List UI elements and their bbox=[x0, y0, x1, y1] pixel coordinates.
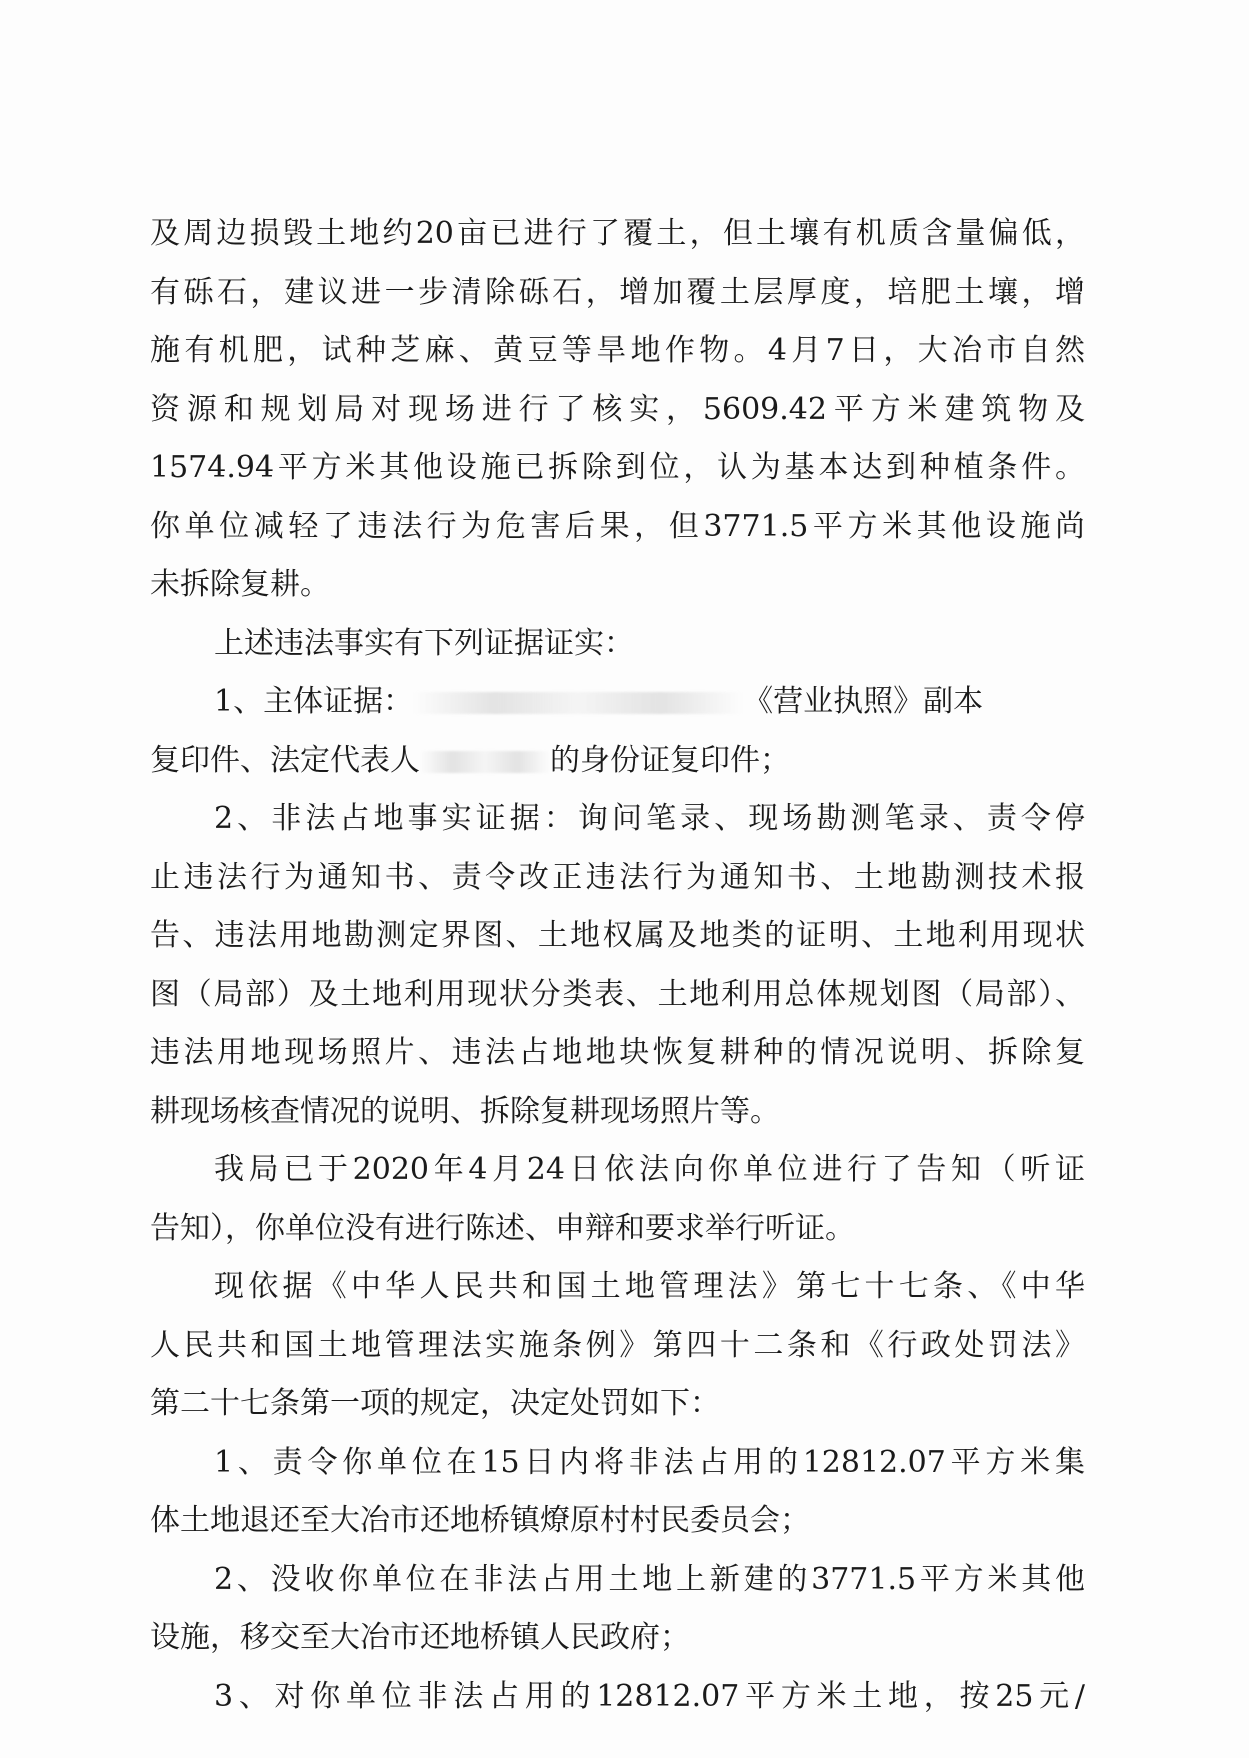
paragraph-line: 2、非法占地事实证据：询问笔录、现场勘测笔录、责令停 bbox=[214, 801, 1085, 836]
paragraph-line: 耕现场核查情况的说明、拆除复耕现场照片等。 bbox=[150, 1093, 780, 1129]
paragraph-line: 第二十七条第一项的规定，决定处罚如下： bbox=[150, 1386, 720, 1421]
paragraph-line: 我局已于2020年4月24日依法向你单位进行了告知（听证 bbox=[214, 1152, 1085, 1187]
evidence-item-1-label: 1、主体证据： bbox=[214, 684, 414, 719]
penalty-item-2: 2、没收你单位在非法占用土地上新建的3771.5平方米其他 bbox=[214, 1561, 1085, 1597]
paragraph-line: 有砾石，建议进一步清除砾石，增加覆土层厚度，培肥土壤，增 bbox=[150, 274, 1085, 310]
paragraph-line: 及周边损毁土地约20亩已进行了覆土，但土壤有机质含量偏低， bbox=[150, 216, 1085, 251]
paragraph-line: 违法用地现场照片、违法占地地块恢复耕种的情况说明、拆除复 bbox=[150, 1035, 1085, 1070]
evidence-item-1-cont-text: 复印件、法定代表人 bbox=[150, 742, 420, 778]
penalty-item-1: 1、责令你单位在15日内将非法占用的12812.07平方米集 bbox=[214, 1444, 1085, 1480]
paragraph-line: 1574.94平方米其他设施已拆除到位，认为基本达到种植条件。 bbox=[150, 450, 1085, 485]
evidence-item-1 bbox=[150, 673, 1085, 732]
paragraph-line: 告、违法用地勘测定界图、土地权属及地类的证明、土地利用现状 bbox=[150, 918, 1085, 953]
paragraph-line: 人民共和国土地管理法实施条例》第四十二条和《行政处罚法》 bbox=[150, 1327, 1085, 1363]
paragraph-line: 资源和规划局对现场进行了核实，5609.42平方米建筑物及 bbox=[150, 391, 1085, 427]
penalty-item-2-cont: 设施，移交至大冶市还地桥镇人民政府； bbox=[150, 1620, 690, 1655]
redacted-company-name bbox=[413, 692, 743, 714]
penalty-item-3: 3、对你单位非法占用的12812.07平方米土地，按25元/ bbox=[214, 1678, 1085, 1714]
redacted-person-name bbox=[420, 751, 550, 773]
paragraph-line: 现依据《中华人民共和国土地管理法》第七十七条、《中华 bbox=[214, 1269, 1085, 1304]
document-body bbox=[150, 205, 1085, 1726]
evidence-item-1-cont-end: 的身份证复印件； bbox=[550, 742, 790, 778]
paragraph-line: 未拆除复耕。 bbox=[150, 567, 330, 602]
evidence-item-1-cont bbox=[150, 732, 1085, 791]
evidence-item-1-text: 《营业执照》副本 bbox=[743, 684, 984, 719]
paragraph-line: 你单位减轻了违法行为危害后果，但3771.5平方米其他设施尚 bbox=[150, 508, 1085, 544]
evidence-heading: 上述违法事实有下列证据证实： bbox=[214, 625, 634, 661]
paragraph-line: 施有机肥，试种芝麻、黄豆等旱地作物。4月7日，大冶市自然 bbox=[150, 333, 1085, 368]
paragraph-line: 告知），你单位没有进行陈述、申辩和要求举行听证。 bbox=[150, 1210, 855, 1246]
paragraph-line: 图（局部）及土地利用现状分类表、土地利用总体规划图（局部）、 bbox=[150, 976, 1085, 1012]
penalty-item-1-cont: 体土地退还至大冶市还地桥镇燎原村村民委员会； bbox=[150, 1503, 810, 1538]
paragraph-line: 止违法行为通知书、责令改正违法行为通知书、土地勘测技术报 bbox=[150, 859, 1085, 895]
